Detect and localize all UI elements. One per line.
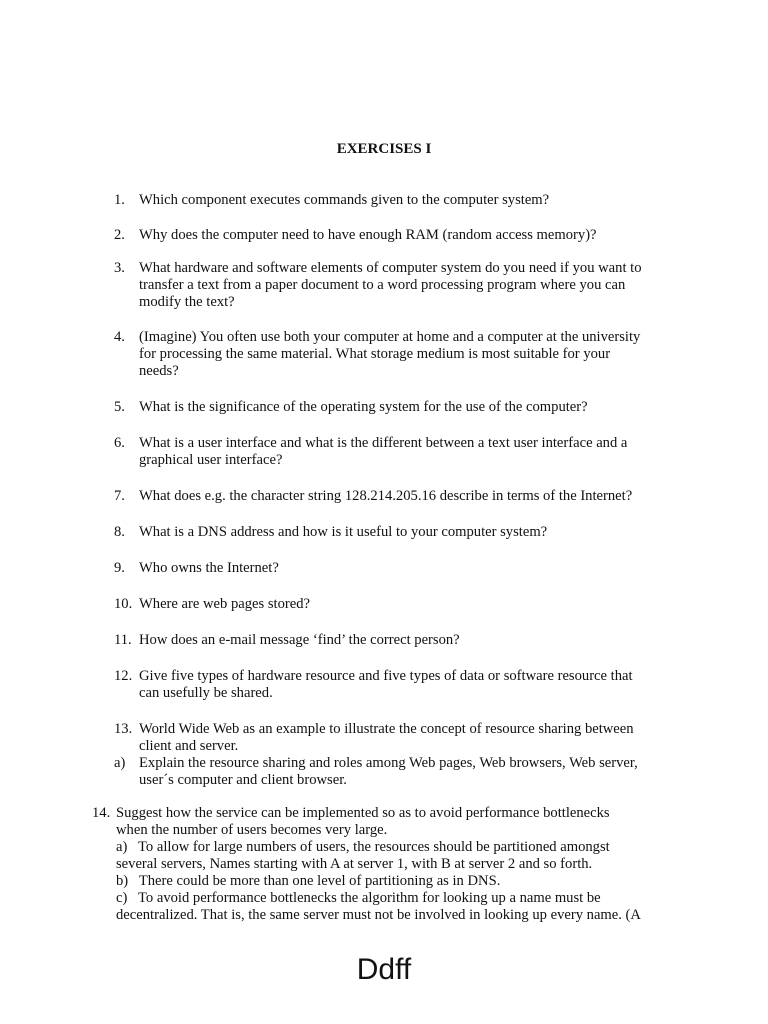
question-line: transfer a text from a paper document to a word processing program where you can [139,277,626,293]
question-text: What is the significance of the operating system for the use of the computer? [139,399,588,415]
question-number: 9. [114,560,125,576]
question-number: 14. [92,805,111,821]
question-number: 5. [114,399,125,415]
question-line: Give five types of hardware resource and five types of data or software resource that [139,668,633,684]
question-number: 11. [114,632,132,648]
question-text: Which component executes commands given to the computer system? [139,192,550,208]
question-number: 1. [114,192,125,208]
page-title: EXERCISES I [336,141,432,157]
question-line: (Imagine) You often use both your computer at home and a computer at the university [139,329,641,345]
question-text: What does e.g. the character string 128.214.205.16 describe in terms of the Internet? [139,488,633,504]
question-line: What hardware and software elements of computer system do you need if you want to [139,260,642,276]
question-line: when the number of users becomes very large. [116,822,388,838]
footer-text: Ddff [356,953,412,986]
question-line: graphical user interface? [139,452,283,468]
answer-line: b) There could be more than one level of partitioning as in DNS. [116,873,501,889]
question-number: 2. [114,227,125,243]
question-number: 8. [114,524,125,540]
question-line: Suggest how the service can be implemented so as to avoid performance bottlenecks [116,805,610,821]
answer-line: a) To allow for large numbers of users, the resources should be partitioned amongst [116,839,610,855]
question-text [139,668,687,702]
question-text: Where are web pages stored? [139,596,310,612]
sub-question-text [139,755,687,789]
question-line: for processing the same material. What storage medium is most suitable for your [139,346,611,362]
question-text: Who owns the Internet? [139,560,279,576]
question-line: modify the text? [139,294,235,310]
question-number: 7. [114,488,125,504]
question-number: 3. [114,260,125,276]
question-line: client and server. [139,738,239,754]
question-text [139,721,687,755]
question-number: 13. [114,721,133,737]
question-text [116,805,676,839]
question-number: 6. [114,435,125,451]
question-number: 4. [114,329,125,345]
question-text: What is a DNS address and how is it useful to your computer system? [139,524,548,540]
sub-question-label: a) [114,755,126,771]
question-text [139,260,687,311]
answer-line: c) To avoid performance bottlenecks the algorithm for looking up a name must be [116,890,601,906]
question-number: 10. [114,596,133,612]
question-line: can usefully be shared. [139,685,273,701]
answer-line: several servers, Names starting with A at server 1, with B at server 2 and so forth. [116,856,593,872]
question-text: Why does the computer need to have enough RAM (random access memory)? [139,227,597,243]
answer-text [116,839,676,924]
question-number: 12. [114,668,133,684]
question-line: user´s computer and client browser. [139,772,347,788]
answer-line: decentralized. That is, the same server must not be involved in looking up every name. (A [116,907,641,923]
question-line: needs? [139,363,179,379]
question-text: How does an e-mail message ‘find’ the correct person? [139,632,460,648]
question-line: What is a user interface and what is the different between a text user interface and a [139,435,628,451]
question-line: Explain the resource sharing and roles among Web pages, Web browsers, Web server, [139,755,638,771]
question-text [139,435,687,469]
question-text [139,329,687,380]
question-line: World Wide Web as an example to illustrate the concept of resource sharing between [139,721,634,737]
